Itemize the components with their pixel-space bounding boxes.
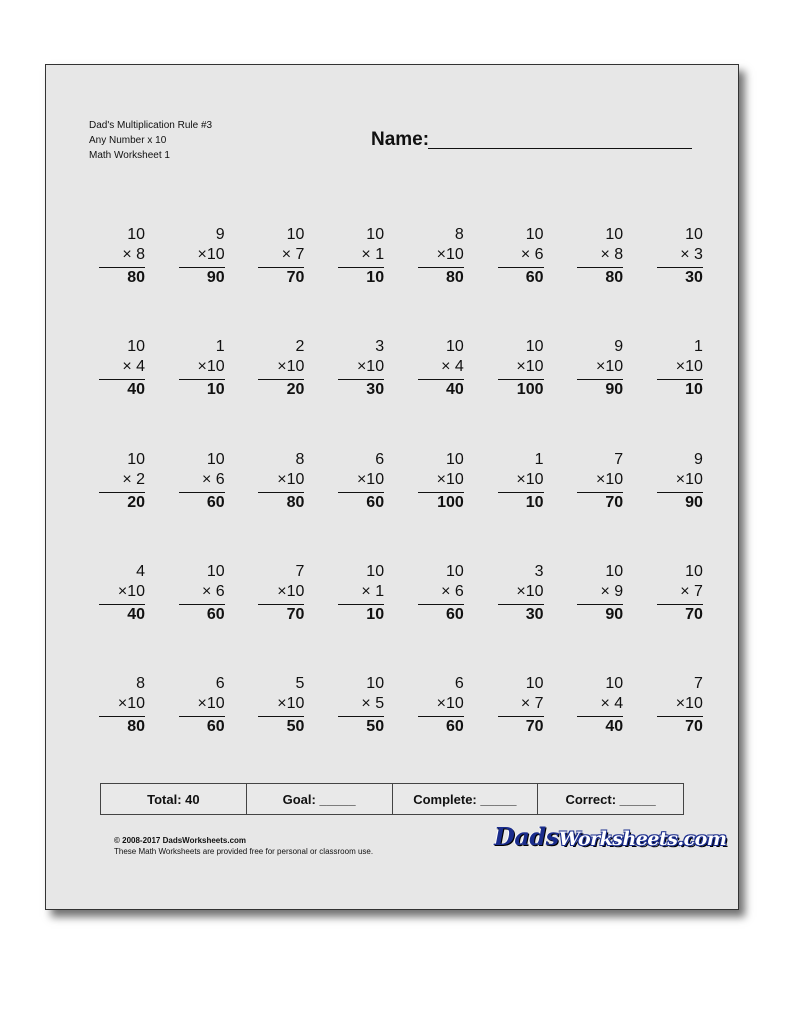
score-bar <box>100 783 684 815</box>
problem-multiplier: ×10 <box>197 246 225 263</box>
problem-multiplicand: 7 <box>693 675 703 693</box>
problem-answer: 70 <box>685 718 703 736</box>
problem-multiplier: ×10 <box>356 358 385 376</box>
problem-multiplier: ×10 <box>117 582 145 600</box>
problem-answer: 30 <box>685 269 703 286</box>
problem-multiplier: ×10 <box>356 470 385 488</box>
problem <box>577 562 623 624</box>
problem-answer: 40 <box>605 718 624 736</box>
problem <box>99 562 145 624</box>
problem <box>338 674 384 736</box>
problem-multiplicand: 9 <box>693 450 703 468</box>
problem-answer: 10 <box>366 269 385 286</box>
problem-multiplier: × 6 <box>202 582 225 600</box>
problem-answer: 40 <box>127 381 145 399</box>
problem-multiplicand: 10 <box>127 338 145 356</box>
problem-multiplicand: 4 <box>136 562 145 580</box>
logo-part-dads: Dads <box>494 822 559 851</box>
problem-multiplicand: 3 <box>534 562 544 580</box>
problem-multiplier: × 4 <box>600 695 624 713</box>
worksheet-meta <box>89 118 212 163</box>
dadsworksheets-logo <box>494 822 726 851</box>
problem-answer: 80 <box>127 718 145 736</box>
problem <box>657 450 703 512</box>
problem-multiplicand: 8 <box>454 226 464 243</box>
problem-answer: 60 <box>525 269 544 286</box>
problem-multiplicand: 7 <box>295 562 305 580</box>
problem-multiplier: ×10 <box>277 358 305 376</box>
problem-multiplicand: 10 <box>605 675 624 693</box>
problem-multiplier: × 8 <box>122 246 145 263</box>
problem-multiplicand: 10 <box>525 675 544 693</box>
problem-multiplier: ×10 <box>436 470 464 488</box>
problem-multiplicand: 8 <box>136 675 145 693</box>
problem-answer: 80 <box>286 493 305 511</box>
problem-multiplicand: 10 <box>446 562 464 580</box>
name-label: Name: <box>371 129 430 150</box>
problem <box>258 337 304 399</box>
problem-multiplier: × 1 <box>361 582 385 600</box>
problem-answer: 60 <box>446 718 464 736</box>
problem-answer: 70 <box>286 605 305 623</box>
worksheet-title: Dad's Multiplication Rule #3 <box>89 120 213 131</box>
problem-multiplier: × 9 <box>600 582 624 600</box>
worksheet-subtitle: Any Number x 10 <box>89 135 167 146</box>
problem-multiplicand: 3 <box>375 338 385 356</box>
problem <box>338 225 384 287</box>
problem <box>657 337 703 399</box>
problem-multiplicand: 6 <box>375 450 385 468</box>
problem-multiplier: × 8 <box>600 246 624 263</box>
problem-answer: 90 <box>605 381 624 399</box>
problem-multiplier: ×10 <box>197 695 225 713</box>
problem-answer: 70 <box>525 718 544 736</box>
problem <box>179 674 225 736</box>
problem <box>498 562 544 624</box>
problem-multiplier: × 6 <box>441 582 464 600</box>
problem-answer: 70 <box>605 493 624 511</box>
problem <box>99 225 145 287</box>
problem-multiplier: × 4 <box>441 358 464 376</box>
problem <box>577 225 623 287</box>
problem <box>179 450 225 512</box>
problem-multiplier: ×10 <box>277 695 305 713</box>
problem-answer: 60 <box>206 605 225 623</box>
problem-answer: 60 <box>446 605 464 623</box>
problem-answer: 70 <box>286 269 305 286</box>
problem-answer: 60 <box>206 718 225 736</box>
problem-multiplicand: 10 <box>605 226 624 243</box>
problem-multiplicand: 10 <box>525 226 544 243</box>
problem <box>99 450 145 512</box>
problem-multiplier: ×10 <box>596 358 624 376</box>
problem-answer: 20 <box>286 381 305 399</box>
problem-multiplicand: 9 <box>215 226 225 243</box>
problem-answer: 60 <box>206 493 225 511</box>
problem-multiplicand: 8 <box>295 450 305 468</box>
problem-multiplicand: 7 <box>614 450 624 468</box>
problem <box>577 674 623 736</box>
problem-multiplier: × 5 <box>361 695 385 713</box>
problem <box>338 450 384 512</box>
problem-answer: 80 <box>446 269 464 286</box>
problem <box>99 337 145 399</box>
problem-answer: 90 <box>206 269 225 286</box>
problem <box>338 337 384 399</box>
goal-cell: Goal: _____ <box>247 784 393 814</box>
problem <box>338 562 384 624</box>
problem <box>498 225 544 287</box>
problem <box>258 562 304 624</box>
problem-multiplier: ×10 <box>516 358 544 376</box>
copyright-block <box>114 835 373 857</box>
problem-multiplicand: 10 <box>366 675 385 693</box>
problem <box>179 562 225 624</box>
problem-multiplier: ×10 <box>516 470 544 488</box>
problem-multiplier: ×10 <box>675 358 703 376</box>
problem-answer: 90 <box>605 605 624 623</box>
problem-multiplicand: 9 <box>614 338 624 356</box>
problem-answer: 30 <box>525 605 544 623</box>
problem-multiplicand: 10 <box>525 338 544 356</box>
name-line <box>428 148 692 149</box>
problem-multiplier: × 1 <box>361 246 385 263</box>
problem-multiplicand: 10 <box>446 450 464 468</box>
problem <box>418 562 464 624</box>
problem-multiplicand: 5 <box>295 675 305 693</box>
usage-notice: These Math Worksheets are provided free for personal or classroom use. <box>114 847 374 856</box>
problem-answer: 90 <box>685 493 703 511</box>
problem-multiplicand: 10 <box>446 338 464 356</box>
problem-answer: 100 <box>437 493 464 511</box>
problem-answer: 10 <box>685 381 703 399</box>
problem-multiplicand: 10 <box>366 226 385 243</box>
total-cell: Total: 40 <box>101 784 247 814</box>
problem-multiplier: ×10 <box>596 470 624 488</box>
problem-answer: 50 <box>366 718 385 736</box>
problem-multiplicand: 6 <box>454 675 464 693</box>
problem-answer: 100 <box>516 381 544 399</box>
problem <box>577 337 623 399</box>
problem-multiplier: ×10 <box>117 695 145 713</box>
problem-multiplicand: 1 <box>215 338 225 356</box>
problem-answer: 60 <box>366 493 385 511</box>
problem-multiplier: ×10 <box>277 470 305 488</box>
problem <box>657 674 703 736</box>
problem-multiplier: ×10 <box>675 695 703 713</box>
worksheet-page <box>45 64 739 910</box>
problem-multiplicand: 10 <box>685 226 703 243</box>
problem <box>99 674 145 736</box>
problem-multiplier: ×10 <box>516 582 544 600</box>
problem <box>657 562 703 624</box>
problem-answer: 70 <box>685 605 703 623</box>
problem-multiplier: × 6 <box>520 246 544 263</box>
problem <box>498 674 544 736</box>
problem-answer: 40 <box>446 381 464 399</box>
problem <box>577 450 623 512</box>
problem-multiplicand: 6 <box>215 675 225 693</box>
problem <box>258 450 304 512</box>
problem-multiplier: × 7 <box>680 582 703 600</box>
copyright-text: © 2008-2017 DadsWorksheets.com <box>114 836 247 845</box>
problem-multiplicand: 10 <box>206 562 225 580</box>
problem-multiplicand: 1 <box>534 450 544 468</box>
problem-multiplicand: 10 <box>605 562 624 580</box>
problem <box>258 225 304 287</box>
problem-multiplier: ×10 <box>436 246 464 263</box>
problem-multiplicand: 10 <box>206 450 225 468</box>
problem <box>657 225 703 287</box>
problem-multiplier: × 4 <box>122 358 145 376</box>
complete-cell: Complete: _____ <box>393 784 539 814</box>
problem-multiplicand: 10 <box>685 562 703 580</box>
problem <box>179 225 225 287</box>
problem-multiplier: × 7 <box>281 246 305 263</box>
problem-multiplier: ×10 <box>277 582 305 600</box>
problem-answer: 10 <box>366 605 385 623</box>
problem-multiplicand: 10 <box>286 226 305 243</box>
problem <box>258 674 304 736</box>
problem-answer: 80 <box>127 269 145 286</box>
problem-answer: 50 <box>286 718 305 736</box>
problem-multiplicand: 10 <box>366 562 385 580</box>
problem-answer: 10 <box>206 381 225 399</box>
correct-cell: Correct: _____ <box>565 791 656 807</box>
problem-multiplicand: 10 <box>127 226 145 243</box>
problem-answer: 30 <box>366 381 385 399</box>
problem-multiplicand: 10 <box>127 450 145 468</box>
problem-multiplicand: 2 <box>295 338 305 356</box>
logo-part-worksheets: Worksheets.com <box>558 828 727 850</box>
problem-multiplier: × 2 <box>122 470 145 488</box>
problem-multiplier: × 6 <box>202 470 225 488</box>
problem-answer: 20 <box>127 493 145 511</box>
problem-multiplicand: 1 <box>693 338 703 356</box>
problem-multiplier: ×10 <box>675 470 703 488</box>
problem <box>418 337 464 399</box>
problem-answer: 40 <box>127 605 145 623</box>
problem-multiplier: ×10 <box>197 358 225 376</box>
problem <box>498 450 544 512</box>
problem-multiplier: ×10 <box>436 695 464 713</box>
problem-answer: 10 <box>525 493 544 511</box>
problem <box>418 674 464 736</box>
problem <box>498 337 544 399</box>
worksheet-number: Math Worksheet 1 <box>89 150 170 161</box>
problem-multiplier: × 3 <box>680 246 703 263</box>
problem <box>418 450 464 512</box>
problem <box>179 337 225 399</box>
problem <box>418 225 464 287</box>
problem-answer: 80 <box>605 269 624 286</box>
problem-multiplier: × 7 <box>520 695 544 713</box>
